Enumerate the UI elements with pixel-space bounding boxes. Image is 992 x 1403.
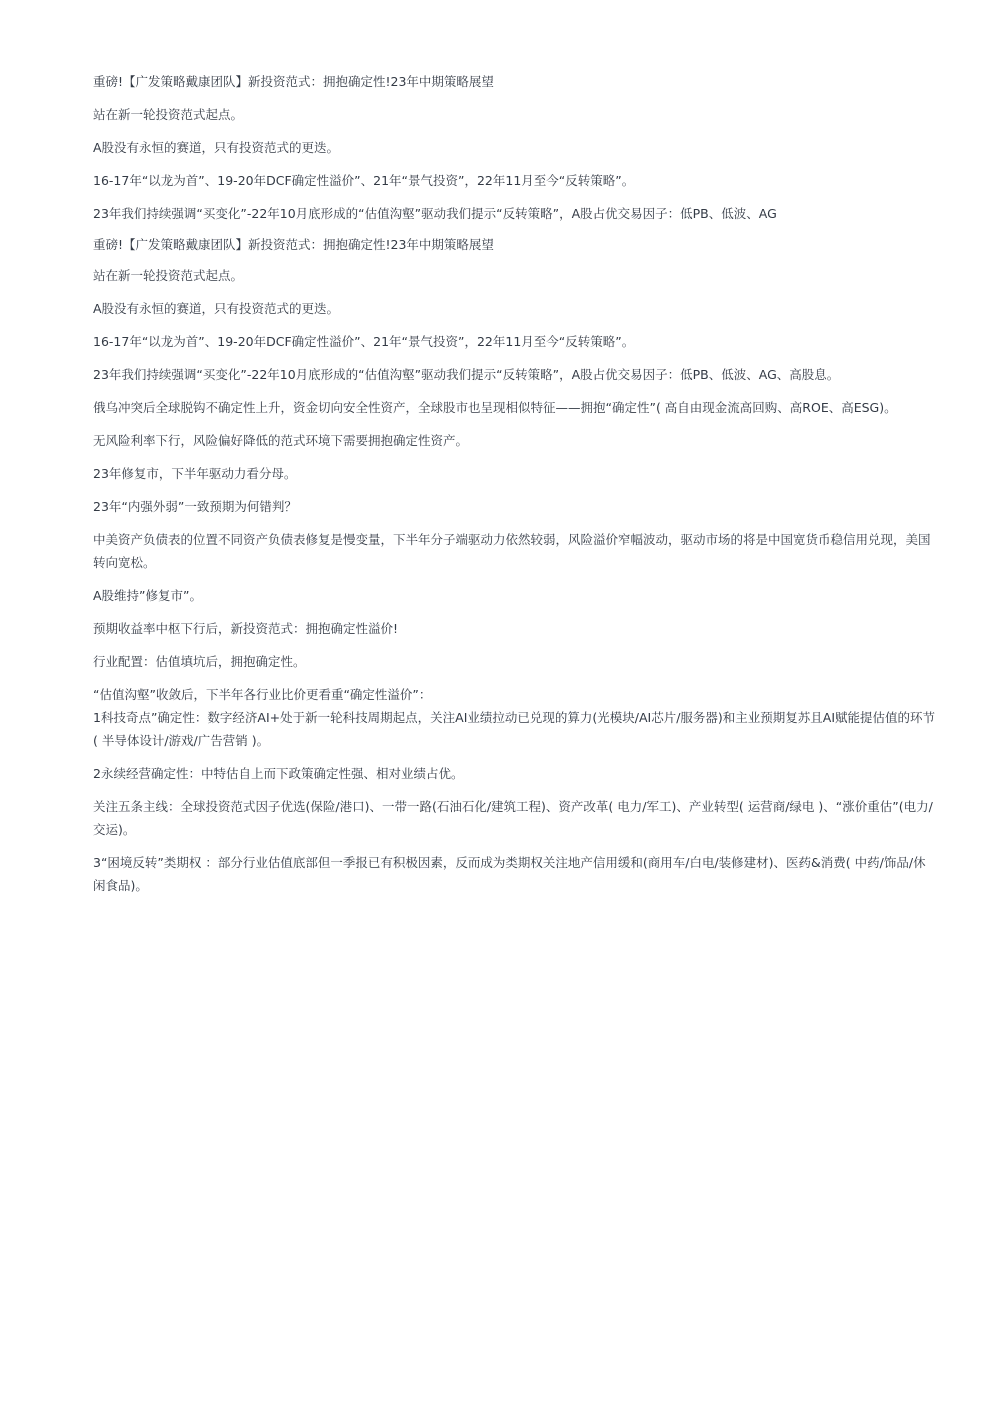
- paragraph: 16-17年“以龙为首”、19-20年DCF确定性溢价”、21年“景气投资”，22年11月至今“反转策略”。: [93, 334, 635, 349]
- paragraph: 23年我们持续强调“买变化”-22年10月底形成的“估值沟壑”驱动我们提示“反转策略”，A股占优交易因子：低PB、低波、AG: [93, 206, 777, 221]
- paragraph: “估值沟壑”收敛后，下半年各行业比价更看重“确定性溢价”：: [93, 687, 432, 702]
- paragraph: 3“困境反转”类期权 ：部分行业估值底部但一季报已有积极因素，反而成为类期权关注地产信用缓和(商用车/白电/装修建材)、医药&消费( 中药/饰品/休闲食品)。: [93, 855, 926, 893]
- paragraph: 行业配置：估值填坑后，拥抱确定性。: [93, 654, 306, 669]
- paragraph: 1科技奇点”确定性：数字经济AI+处于新一轮科技周期起点，关注AI业绩拉动已兑现的算力(光模块/AI芯片/服务器)和主业预期复苏且AI赋能提估值的环节( 半导体设计/游戏/广告营销 )。: [93, 710, 936, 748]
- paragraph: 2永续经营确定性：中特估自上而下政策确定性强、相对业绩占优。: [93, 766, 464, 781]
- paragraph: 站在新一轮投资范式起点。: [93, 107, 244, 122]
- paragraph: 16-17年“以龙为首”、19-20年DCF确定性溢价”、21年“景气投资”，22年11月至今“反转策略”。: [93, 173, 635, 188]
- paragraph: 俄乌冲突后全球脱钩不确定性上升，资金切向安全性资产，全球股市也呈现相似特征——拥抱“确定性”( 高自由现金流高回购、高ROE、高ESG)。: [93, 400, 897, 415]
- paragraph: 23年“内强外弱”一致预期为何错判？: [93, 499, 297, 514]
- title-paragraph: 重磅!【广发策略戴康团队】新投资范式：拥抱确定性!23年中期策略展望: [93, 74, 494, 89]
- paragraph: A股维持”修复市”。: [93, 588, 203, 603]
- document-body: [93, 70, 938, 907]
- paragraph: 中美资产负债表的位置不同资产负债表修复是慢变量，下半年分子端驱动力依然较弱，风险溢价窄幅波动，驱动市场的将是中国宽货币稳信用兑现，美国转向宽松。: [93, 532, 931, 570]
- paragraph: 23年我们持续强调“买变化”-22年10月底形成的“估值沟壑”驱动我们提示“反转策略”，A股占优交易因子：低PB、低波、AG、高股息。: [93, 367, 840, 382]
- paragraph: 无风险利率下行，风险偏好降低的范式环境下需要拥抱确定性资产。: [93, 433, 469, 448]
- paragraph: 23年修复市，下半年驱动力看分母。: [93, 466, 297, 481]
- paragraph: A股没有永恒的赛道，只有投资范式的更迭。: [93, 140, 340, 155]
- title-paragraph: 重磅!【广发策略戴康团队】新投资范式：拥抱确定性!23年中期策略展望: [93, 237, 494, 252]
- paragraph: 站在新一轮投资范式起点。: [93, 268, 244, 283]
- paragraph: A股没有永恒的赛道，只有投资范式的更迭。: [93, 301, 340, 316]
- paragraph: 关注五条主线：全球投资范式因子优选(保险/港口)、一带一路(石油石化/建筑工程)、资产改革( 电力/军工)、产业转型( 运营商/绿电 )、“涨价重估”(电力/交运)。: [93, 799, 933, 837]
- paragraph: 预期收益率中枢下行后，新投资范式：拥抱确定性溢价!: [93, 621, 399, 636]
